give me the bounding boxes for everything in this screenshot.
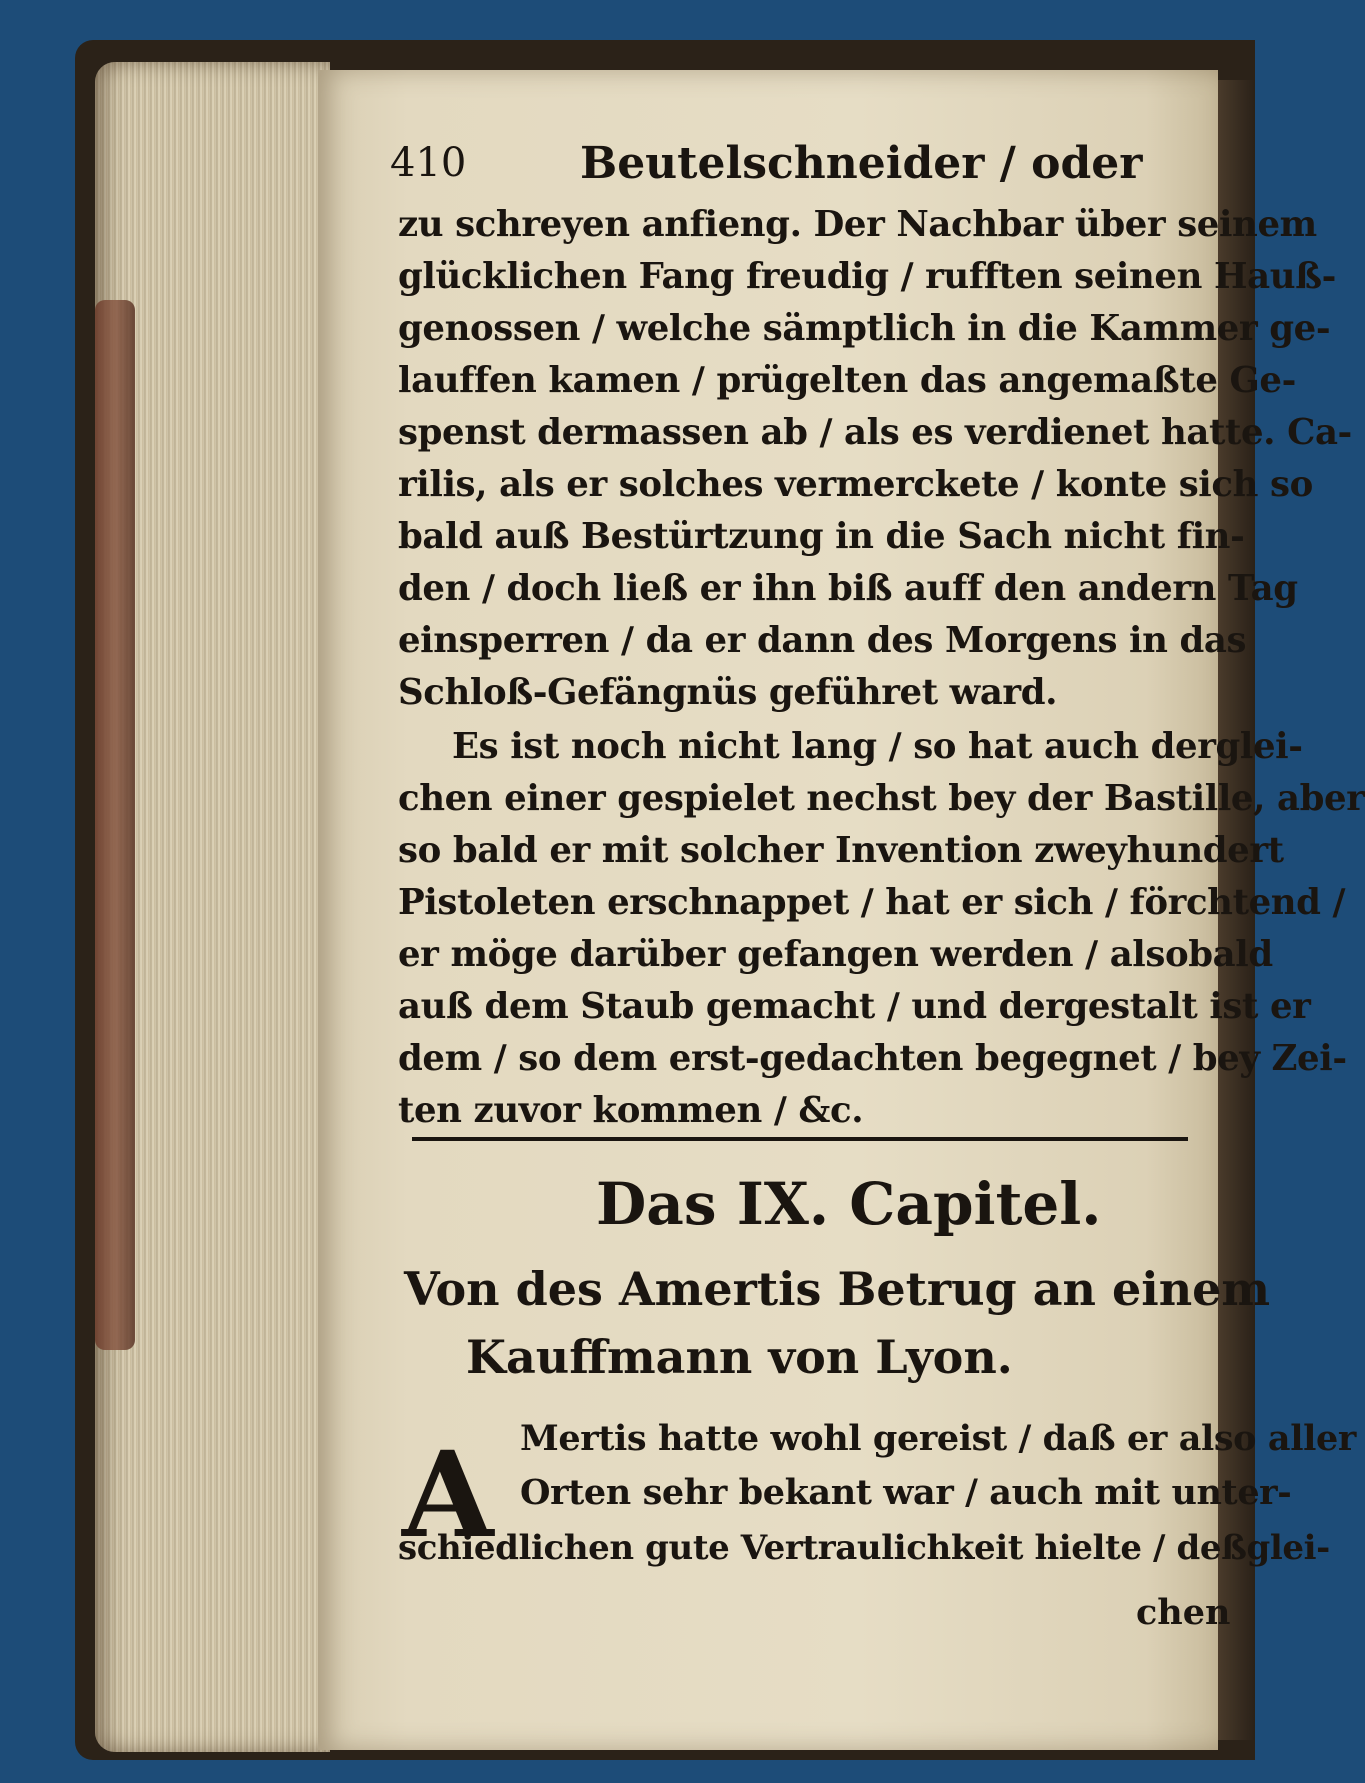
text-line: den / doch ließ er ihn biß auff den andern Tag (398, 568, 1298, 609)
text-line: Orten sehr bekant war / auch mit unter- (520, 1472, 1292, 1513)
text-line: glücklichen Fang freudig / rufften seinen Hauß- (398, 256, 1337, 297)
text-line: Es ist noch nicht lang / so hat auch derglei- (452, 726, 1303, 767)
catchword: chen (1136, 1592, 1231, 1633)
text-line: Schloß-Gefängnüs geführet ward. (398, 672, 1058, 713)
text-line: chen einer gespielet nechst bey der Bastille, aber (398, 778, 1365, 819)
section-divider-rule (412, 1137, 1188, 1141)
text-line: schiedlichen gute Vertraulichkeit hielte / deßglei- (398, 1528, 1330, 1568)
leather-binding (95, 300, 135, 1350)
text-line: bald auß Bestürtzung in die Sach nicht fin- (398, 516, 1245, 557)
drop-cap-initial: A (402, 1425, 494, 1564)
chapter-subheading-line: Kauffmann von Lyon. (466, 1330, 1013, 1384)
text-line: er möge darüber gefangen werden / alsobald (398, 934, 1273, 975)
running-title: Beutelschneider / oder (580, 138, 1143, 189)
text-line: einsperren / da er dann des Morgens in das (398, 620, 1247, 661)
chapter-heading: Das IX. Capitel. (596, 1170, 1102, 1238)
page-number: 410 (390, 140, 467, 186)
chapter-subheading-line: Von des Amertis Betrug an einem (404, 1262, 1271, 1316)
text-line: lauffen kamen / prügelten das angemaßte Ge- (398, 360, 1296, 401)
text-line: so bald er mit solcher Invention zweyhundert (398, 830, 1284, 871)
text-line: genossen / welche sämptlich in die Kammer ge- (398, 308, 1331, 349)
text-line: spenst dermassen ab / als es verdienet hatte. Ca- (398, 412, 1352, 453)
text-line: dem / so dem erst-gedachten begegnet / bey Zei- (398, 1038, 1347, 1079)
text-line: auß dem Staub gemacht / und dergestalt ist er (398, 986, 1311, 1027)
text-line: zu schreyen anfieng. Der Nachbar über seinem (398, 204, 1317, 245)
text-line: Mertis hatte wohl gereist / daß er also aller (520, 1418, 1356, 1459)
text-line: ten zuvor kommen / &c. (398, 1090, 864, 1131)
text-line: Pistoleten erschnappet / hat er sich / förchtend / (398, 882, 1346, 923)
text-line: rilis, als er solches vermerckete / konte sich so (398, 464, 1313, 505)
